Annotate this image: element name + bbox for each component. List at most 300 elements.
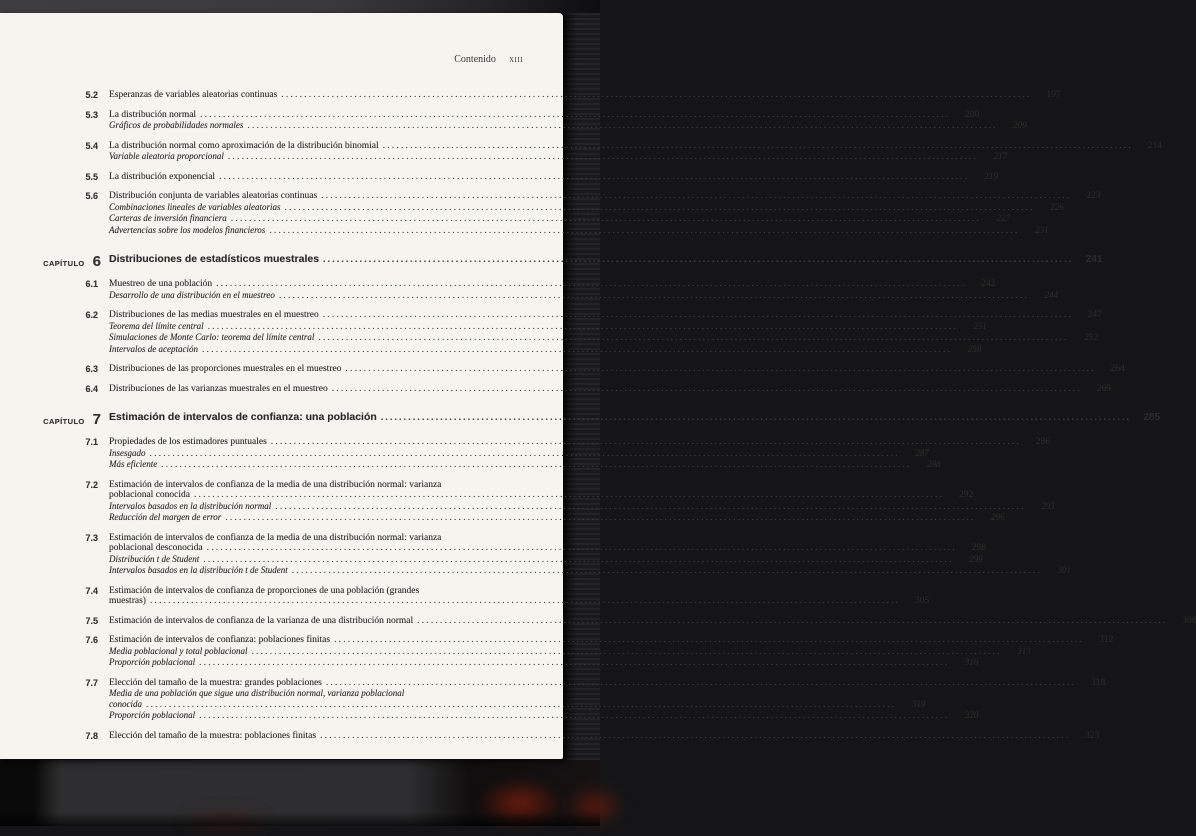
- dot-leader: [225, 512, 975, 524]
- dot-leader: [161, 459, 911, 471]
- entry-line: [109, 586, 929, 597]
- entry-number: 7.4: [85, 585, 98, 596]
- entry-title: Desarrollo de una distribución en el muestreo: [109, 289, 275, 300]
- entry-page-number: 308: [1182, 615, 1196, 626]
- entry-number: 6.3: [85, 364, 98, 374]
- entry-page-number: 244: [1044, 289, 1059, 300]
- empty-number-cell: [0, 512, 98, 524]
- entry-page-number: 251: [973, 320, 987, 331]
- dot-leader: [284, 202, 1034, 214]
- dot-leader: [251, 646, 1001, 658]
- entry-number: 5.4: [85, 140, 98, 151]
- toc-row-subentry: [0, 447, 929, 460]
- toc-row-5.6: [0, 191, 1101, 202]
- entry-title: Propiedades de los estimadores puntuales: [109, 437, 267, 447]
- toc-row-subentry: [0, 657, 979, 669]
- dot-leader: [231, 213, 981, 225]
- entry-page-number: 200: [965, 109, 980, 120]
- entry-number: 5.5: [85, 171, 98, 182]
- entry-number-cell: [0, 279, 98, 290]
- entry-line-continuation: [109, 543, 986, 554]
- entry-number-cell: [0, 437, 98, 448]
- entry-line: [109, 344, 981, 356]
- entry-page-number: 287: [915, 447, 929, 458]
- entry-page-number: 305: [915, 596, 930, 606]
- dot-leader: [228, 151, 978, 163]
- entry-number: 7.3: [85, 532, 98, 543]
- entry-number-cell: [0, 533, 98, 554]
- entry-title-continuation: conocida: [109, 698, 142, 709]
- entry-page-number: 316: [964, 657, 979, 667]
- running-title: Contenido: [454, 54, 496, 65]
- chapter-label: CAPÍTULO: [43, 259, 85, 268]
- scanner-bed-top: [0, 0, 600, 13]
- entry-body: [109, 533, 986, 554]
- entry-body: [109, 384, 1111, 395]
- entry-page-number: 320: [964, 710, 979, 720]
- toc-row-7.6: [0, 635, 1114, 646]
- toc-row-subentry: [0, 512, 1005, 524]
- entry-line: [109, 554, 983, 566]
- entry-line: [109, 459, 941, 471]
- entry-body: [109, 501, 1055, 513]
- entry-line: [109, 512, 1005, 524]
- entry-number-cell: [0, 586, 98, 607]
- entry-title: Reducción del margen de error: [109, 512, 222, 522]
- entry-body: [109, 90, 1061, 101]
- entry-body: [109, 657, 978, 669]
- entry-line: [109, 364, 1125, 375]
- entry-title: Distribuciones de las medias muestrales en el muestreo: [109, 310, 319, 320]
- entry-page-number: 288: [927, 459, 941, 469]
- dot-leader: [247, 120, 997, 132]
- toc-row-6.2: [0, 310, 1103, 321]
- toc-row-subentry: [0, 645, 1031, 658]
- toc-row-subentry: [0, 320, 987, 333]
- entry-line: [109, 731, 1099, 742]
- entry-number-cell: [0, 616, 98, 627]
- entry-line: [109, 657, 978, 669]
- entry-page-number: 269: [1096, 383, 1112, 394]
- entry-title: Estimación de intervalos de confianza de la media de una distribución normal: varianza: [109, 532, 442, 543]
- entry-title: La distribución normal: [109, 109, 197, 120]
- empty-number-cell: [0, 565, 98, 577]
- entry-title: Proporción poblacional: [109, 657, 196, 667]
- entry-body: [109, 364, 1125, 375]
- entry-line-continuation: [109, 490, 973, 501]
- entry-body: [109, 191, 1100, 202]
- entry-page-number: 285: [1143, 412, 1161, 423]
- toc-row-subentry: [0, 565, 1072, 577]
- entry-title: La distribución exponencial: [109, 171, 216, 182]
- toc-row-5.4: [0, 140, 1162, 152]
- empty-number-cell: [0, 202, 98, 214]
- empty-number-cell: [0, 554, 98, 566]
- dot-leader: [381, 411, 1131, 425]
- toc-row-7.2: [0, 479, 974, 501]
- entry-body: [109, 290, 1058, 302]
- toc-row-chapter-6: [0, 253, 1103, 270]
- toc-row-6.1: [0, 279, 996, 290]
- entry-body: [109, 512, 1005, 524]
- entry-line: [109, 688, 925, 699]
- empty-number-cell: [0, 344, 98, 356]
- dot-leader: [292, 565, 1042, 577]
- dot-leader: [318, 332, 1068, 344]
- entry-line: [109, 411, 1160, 425]
- dot-leader: [219, 172, 969, 183]
- entry-title: Combinaciones lineales de variables aleatorias: [109, 201, 281, 212]
- entry-line: [109, 310, 1102, 321]
- entry-page-number: 319: [911, 698, 926, 709]
- entry-number-cell: [0, 310, 98, 321]
- entry-title: Teorema del límite central: [109, 320, 204, 331]
- chapter-label: CAPÍTULO: [43, 417, 85, 426]
- entry-number-cell: [0, 480, 98, 501]
- toc-row-subentry: [0, 553, 983, 566]
- dot-leader: [334, 635, 1084, 646]
- toc-row-7.5: [0, 615, 1196, 627]
- entry-number: 7.1: [85, 437, 98, 447]
- entry-title: Elección del tamaño de la muestra: grandes poblaciones: [109, 677, 322, 688]
- entry-line: [109, 321, 987, 333]
- toc-row-7.4: [0, 585, 930, 607]
- entry-body: [109, 120, 1027, 132]
- entry-title-continuation: poblacional desconocida: [109, 543, 203, 553]
- entry-line: [109, 635, 1113, 646]
- empty-number-cell: [0, 657, 98, 669]
- page-folio: xiii: [508, 54, 523, 65]
- entry-body: [109, 321, 987, 333]
- entry-page-number: 231: [1035, 224, 1049, 235]
- entry-line: [109, 213, 1010, 225]
- entry-line: [109, 448, 929, 460]
- empty-number-cell: [0, 120, 98, 132]
- dot-leader: [320, 731, 1070, 742]
- entry-line-continuation: [109, 596, 929, 607]
- dot-leader: [417, 616, 1167, 627]
- entry-title: Proporción poblacional: [109, 710, 196, 720]
- entry-line: [109, 501, 1055, 513]
- entry-body: [109, 586, 929, 607]
- book-page: [0, 13, 1196, 759]
- entry-number-cell: [0, 384, 98, 395]
- entry-title: Carteras de inversión financiera: [109, 213, 227, 223]
- entry-line: [109, 120, 1027, 132]
- entry-body: [109, 141, 1162, 152]
- entry-body: [109, 646, 1031, 658]
- entry-line: [109, 646, 1031, 658]
- dot-leader: [345, 364, 1095, 375]
- entry-title: Distribuciones de las varianzas muestrales en el muestreo: [109, 383, 328, 394]
- entry-line: [109, 279, 995, 290]
- entry-page-number: 242: [981, 279, 996, 289]
- book-cover-red-stain: [565, 784, 625, 828]
- entry-line: [109, 678, 1105, 689]
- entry-title: Estimación de intervalos de confianza de proporciones de una población (grandes: [109, 585, 420, 596]
- dot-leader: [203, 554, 953, 566]
- empty-number-cell: [0, 459, 98, 471]
- entry-number-cell: [0, 141, 98, 152]
- entry-body: [109, 448, 929, 460]
- empty-number-cell: [0, 332, 98, 344]
- dot-leader: [202, 344, 952, 356]
- entry-line: [109, 533, 986, 544]
- entry-page-number: 312: [1099, 635, 1114, 645]
- entry-body: [109, 688, 925, 710]
- dot-leader: [216, 279, 966, 290]
- empty-number-cell: [0, 646, 98, 658]
- dot-leader: [146, 699, 896, 711]
- entry-page-number: 286: [1035, 437, 1051, 447]
- entry-number-cell: [0, 110, 98, 121]
- toc-row-subentry: [0, 688, 926, 710]
- entry-page-number: 258: [967, 343, 982, 354]
- dot-leader: [271, 437, 1021, 448]
- toc-row-subentry: [0, 213, 1011, 225]
- toc-row-5.3: [0, 109, 980, 121]
- entry-number: 5.3: [85, 109, 98, 120]
- entry-body: [109, 616, 1196, 627]
- entry-number: 6.2: [85, 310, 98, 320]
- entry-body: [109, 731, 1099, 742]
- entry-line: [109, 480, 973, 491]
- entry-body: [109, 437, 1050, 448]
- toc-row-subentry: [0, 500, 1055, 513]
- toc-row-7.7: [0, 677, 1106, 689]
- dot-leader: [281, 90, 1031, 101]
- dot-leader: [275, 501, 1025, 513]
- entry-page-number: 214: [1147, 140, 1162, 151]
- entry-title: Simulaciones de Monte Carlo: teorema del límite central: [109, 332, 315, 342]
- entry-title: Muestreo de una población: [109, 279, 213, 289]
- toc-row-6.4: [0, 383, 1112, 395]
- toc-row-subentry: [0, 151, 1008, 163]
- entry-title: Intervalos de aceptación: [109, 343, 198, 354]
- entry-page-number: 209: [1013, 120, 1027, 130]
- chapter-number: 6: [92, 253, 101, 270]
- toc-row-subentry: [0, 343, 982, 356]
- entry-line: [109, 253, 1102, 267]
- dot-leader: [332, 384, 1082, 395]
- running-header: [454, 54, 523, 65]
- entry-title: Estimación de intervalos de confianza de la varianza de una distribución normal: [109, 615, 414, 626]
- entry-title: Más eficiente: [109, 459, 158, 469]
- entry-number-cell: [0, 364, 98, 375]
- entry-title: Distribución conjunta de variables aleatorias continuas: [109, 191, 318, 201]
- entry-body: [109, 202, 1064, 214]
- chapter-number: 7: [92, 411, 101, 428]
- dot-leader: [199, 710, 949, 722]
- entry-page-number: 247: [1087, 310, 1103, 320]
- empty-number-cell: [0, 501, 98, 513]
- toc-row-7.3: [0, 532, 986, 554]
- entry-page-number: 313: [1017, 645, 1031, 656]
- entry-page-number: 217: [993, 151, 1008, 161]
- entry-number: 6.4: [85, 383, 98, 394]
- entry-body: [109, 459, 941, 471]
- entry-body: [109, 151, 1007, 163]
- toc-row-5.2: [0, 90, 1061, 101]
- toc-row-subentry: [0, 332, 1098, 344]
- entry-number: 6.1: [85, 279, 98, 289]
- entry-body: [109, 279, 995, 290]
- entry-line: [109, 141, 1162, 152]
- book-cover-red-stain: [480, 780, 560, 826]
- toc-row-subentry: [0, 224, 1049, 237]
- empty-number-cell: [0, 688, 98, 710]
- dot-leader: [383, 141, 1133, 152]
- entry-line: [109, 151, 1007, 163]
- empty-number-cell: [0, 290, 98, 302]
- entry-line: [109, 290, 1058, 302]
- entry-title: Variable aleatoria proporcional: [109, 151, 224, 161]
- entry-title: Esperanzas de variables aleatorias continuas: [109, 90, 278, 100]
- entry-body: [109, 172, 998, 183]
- empty-number-cell: [0, 213, 98, 225]
- dot-leader: [208, 321, 958, 333]
- dot-leader: [323, 253, 1073, 267]
- entry-body: [109, 110, 979, 121]
- entry-body: [109, 678, 1105, 689]
- dot-leader: [321, 191, 1071, 202]
- entry-title: Distribuciones de estadísticos muestrales: [109, 253, 320, 265]
- entry-body: [109, 225, 1049, 237]
- entry-line: [109, 191, 1100, 202]
- dot-leader: [326, 678, 1076, 689]
- chapter-heading: [0, 253, 101, 270]
- entry-body: [109, 554, 983, 566]
- entry-number: 5.2: [85, 90, 98, 100]
- entry-page-number: 323: [1085, 730, 1100, 741]
- entry-body: [109, 310, 1102, 321]
- scanner-bed-bottom: [0, 760, 600, 826]
- entry-line: [109, 437, 1050, 448]
- dot-leader: [279, 290, 1029, 302]
- table-of-contents: [0, 90, 1196, 741]
- dot-leader: [199, 657, 949, 669]
- entry-number: 7.5: [85, 615, 98, 626]
- entry-number-cell: [0, 191, 98, 202]
- dot-leader: [150, 448, 900, 460]
- entry-number-cell: [0, 635, 98, 646]
- entry-line: [109, 202, 1064, 214]
- entry-title: Advertencias sobre los modelos financieros: [109, 224, 266, 235]
- dot-leader: [269, 225, 1019, 237]
- toc-row-6.3: [0, 364, 1125, 375]
- entry-number: 7.6: [85, 635, 98, 645]
- entry-page-number: 296: [991, 512, 1005, 522]
- entry-page-number: 197: [1046, 90, 1061, 100]
- entry-title: La distribución normal como aproximación de la distribución binomial: [109, 140, 379, 151]
- entry-line: [109, 384, 1111, 395]
- entry-number-cell: [0, 172, 98, 183]
- entry-line-continuation: [109, 699, 925, 711]
- entry-title: Insesgado: [109, 447, 146, 458]
- dot-leader: [207, 543, 957, 554]
- entry-line: [109, 565, 1071, 577]
- entry-page-number: 299: [969, 553, 983, 564]
- entry-line: [109, 616, 1196, 627]
- entry-line: [109, 90, 1061, 101]
- entry-title: Estimación de intervalos de confianza de la media de una distribución normal: varianza: [109, 479, 442, 490]
- entry-title-continuation: muestras): [109, 596, 146, 606]
- entry-page-number: 226: [1050, 201, 1064, 212]
- entry-title: Intervalos basados en la distribución normal: [109, 500, 272, 511]
- toc-row-subentry: [0, 289, 1059, 302]
- entry-number: 5.6: [85, 191, 98, 201]
- empty-number-cell: [0, 225, 98, 237]
- entry-title: Elección del tamaño de la muestra: poblaciones finitas: [109, 730, 317, 741]
- entry-title: Distribuciones de las proporciones muestrales en el muestreo: [109, 364, 342, 374]
- entry-body: [109, 213, 1010, 225]
- dot-leader: [194, 490, 944, 501]
- entry-page-number: 227: [996, 213, 1011, 223]
- toc-row-7.1: [0, 437, 1051, 448]
- entry-title: Gráficos de probabilidades normales: [109, 120, 244, 130]
- entry-title: Estimación de intervalos de confianza: una población: [109, 411, 377, 423]
- entry-number: 7.7: [85, 677, 98, 688]
- toc-row-subentry: [0, 201, 1064, 214]
- toc-row-subentry: [0, 459, 941, 471]
- entry-number: 7.8: [85, 730, 98, 741]
- empty-number-cell: [0, 448, 98, 460]
- entry-body: [109, 411, 1160, 428]
- toc-row-chapter-7: [0, 411, 1161, 428]
- entry-number-cell: [0, 678, 98, 689]
- entry-line: [109, 225, 1049, 237]
- entry-page-number: 264: [1110, 364, 1125, 374]
- entry-page-number: 293: [1041, 500, 1055, 511]
- entry-number-cell: [0, 90, 98, 101]
- entry-number-cell: [0, 731, 98, 742]
- entry-title: Estimación de intervalos de confianza: poblaciones finitas: [109, 635, 331, 645]
- dot-leader: [150, 596, 900, 607]
- entry-body: [109, 480, 973, 501]
- entry-page-number: 223: [1086, 191, 1101, 201]
- toc-row-5.5: [0, 171, 999, 183]
- entry-line: [109, 110, 979, 121]
- entry-title: Distribución t de Student: [109, 553, 200, 564]
- entry-number: 7.2: [85, 479, 98, 490]
- entry-line: [109, 172, 998, 183]
- entry-title: Intervalos basados en la distribución t de Student: [109, 565, 288, 575]
- empty-number-cell: [0, 151, 98, 163]
- book-cover-red-stain: [180, 806, 270, 836]
- entry-page-number: 241: [1085, 254, 1103, 265]
- entry-page-number: 318: [1090, 677, 1106, 688]
- entry-page-number: 292: [959, 490, 974, 500]
- entry-title: Media poblacional y total poblacional: [109, 645, 248, 656]
- entry-title-continuation: poblacional conocida: [109, 490, 190, 500]
- entry-body: [109, 710, 978, 722]
- entry-body: [109, 332, 1098, 344]
- entry-page-number: 252: [1084, 332, 1098, 342]
- empty-number-cell: [0, 710, 98, 722]
- entry-body: [109, 635, 1113, 646]
- empty-number-cell: [0, 321, 98, 333]
- entry-line: [109, 710, 978, 722]
- entry-body: [109, 344, 981, 356]
- entry-page-number: 298: [971, 543, 986, 553]
- entry-body: [109, 565, 1071, 577]
- toc-row-subentry: [0, 710, 979, 722]
- dot-leader: [200, 110, 950, 121]
- entry-body: [109, 253, 1102, 270]
- chapter-heading: [0, 411, 101, 428]
- dot-leader: [323, 310, 1073, 321]
- toc-row-7.8: [0, 730, 1100, 742]
